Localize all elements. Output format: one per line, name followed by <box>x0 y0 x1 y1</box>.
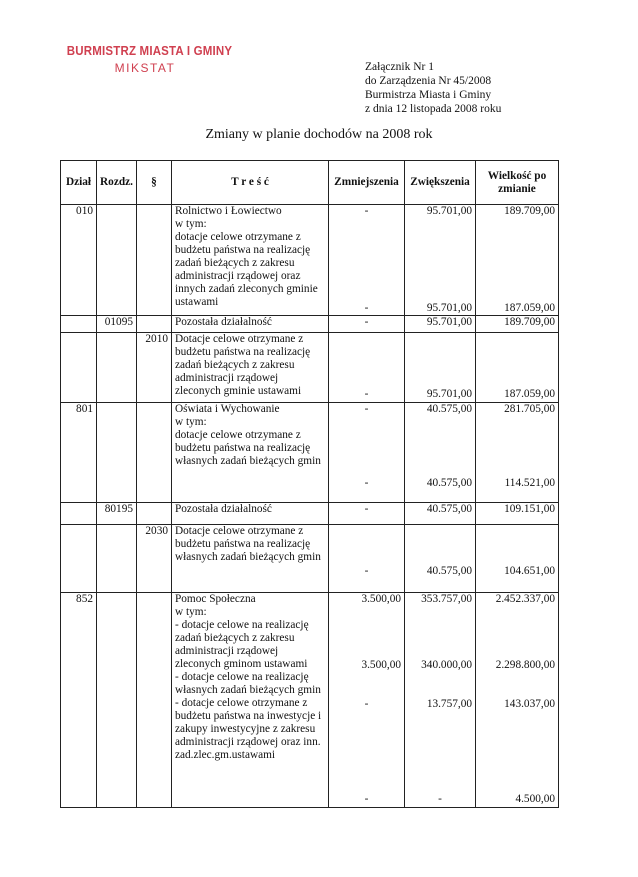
amount: - <box>364 477 369 489</box>
col-tresc: T r e ś ć <box>172 161 329 205</box>
rozdz-code: 80195 <box>97 503 137 525</box>
col-zwiekszenia: Zwiększenia <box>405 161 476 205</box>
amount: - <box>364 698 369 710</box>
amount: 281.705,00 <box>504 403 555 415</box>
dzial-code: 852 <box>61 593 97 808</box>
col-paragraf: § <box>137 161 172 205</box>
table-row <box>61 205 559 316</box>
official-stamp <box>60 44 233 75</box>
header-line: Burmistrza Miasta i Gminy <box>365 89 492 101</box>
amount: 189.709,00 <box>476 316 559 333</box>
col-wielkosc-po-zmianie: Wielkość po zmianie <box>476 161 559 205</box>
amount: - <box>364 205 369 217</box>
attachment-header <box>365 60 501 116</box>
row-description: Pomoc Społeczna w tym: - dotacje celowe na realizację zadań bieżących z zakresu administracji rządowej zleconych gminom ustawami <box>175 593 309 670</box>
amount: 189.709,00 <box>504 205 555 217</box>
dzial-code: 801 <box>61 403 97 503</box>
row-description: Pozostała działalność <box>172 503 329 525</box>
paragraf-code: 2010 <box>137 333 172 403</box>
row-description: Rolnictwo i Łowiectwo w tym: dotacje celowe otrzymane z budżetu państwa na realizację zadań bieżących z zakresu administracji rządowej oraz innych zadań zleconych gminie ustawami <box>172 205 329 316</box>
amount: 13.757,00 <box>426 698 472 710</box>
amount: 3.500,00 <box>361 593 401 605</box>
table-row <box>61 316 559 333</box>
amount: - <box>364 302 369 314</box>
row-description: - dotacje celowe otrzymane z budżetu państwa na inwestycje i zakupy inwestycyjne z zakresu administracji rządowej oraz inn. zad.zlec.gm.ustawami <box>175 697 322 761</box>
stamp-line-2: MIKSTAT <box>114 61 176 75</box>
amount: 104.651,00 <box>504 565 555 577</box>
amount: 109.151,00 <box>476 503 559 525</box>
table-row <box>61 593 559 808</box>
amount: - <box>364 793 369 805</box>
amount: 95.701,00 <box>426 302 472 314</box>
amount: 2.452.337,00 <box>495 593 555 605</box>
amount: 95.701,00 <box>426 205 472 217</box>
amount: - <box>364 565 369 577</box>
amount: 187.059,00 <box>504 302 555 314</box>
table-row <box>61 525 559 593</box>
rozdz-code: 01095 <box>97 316 137 333</box>
table-header-row <box>61 161 559 205</box>
amount: 4.500,00 <box>515 793 555 805</box>
amount: 2.298.800,00 <box>495 659 555 671</box>
amount: 340.000,00 <box>421 659 472 671</box>
header-line: Załącznik Nr 1 <box>365 61 434 73</box>
amount: 40.575,00 <box>426 477 472 489</box>
amount: - <box>364 403 369 415</box>
table-row <box>61 503 559 525</box>
table-row <box>61 403 559 503</box>
row-description: Dotacje celowe otrzymane z budżetu państwa na realizację zadań bieżących z zakresu administracji rządowej zleconych gminie ustawami <box>172 333 329 403</box>
header-line: z dnia 12 listopada 2008 roku <box>365 103 502 115</box>
amount: - <box>329 316 405 333</box>
table-row <box>61 333 559 403</box>
stamp-line-1: BURMISTRZ MIASTA I GMINY <box>66 44 233 58</box>
amount: 40.575,00 <box>426 403 472 415</box>
amount: 143.037,00 <box>504 698 555 710</box>
row-description: Pozostała działalność <box>172 316 329 333</box>
col-zmniejszenia: Zmniejszenia <box>329 161 405 205</box>
amount: - <box>438 793 442 805</box>
dzial-code: 010 <box>61 205 97 316</box>
amount: 353.757,00 <box>421 593 472 605</box>
amount: - <box>329 503 405 525</box>
header-line: do Zarządzenia Nr 45/2008 <box>365 75 492 87</box>
col-dzial: Dział <box>61 161 97 205</box>
amount: 95.701,00 <box>405 333 476 403</box>
income-changes-table <box>60 160 559 808</box>
amount: 187.059,00 <box>476 333 559 403</box>
amount: 3.500,00 <box>361 659 401 671</box>
row-description: Dotacje celowe otrzymane z budżetu państwa na realizację własnych zadań bieżących gmin <box>175 525 321 563</box>
amount: 40.575,00 <box>405 503 476 525</box>
amount: 114.521,00 <box>504 477 555 489</box>
amount: - <box>329 333 405 403</box>
row-description: Oświata i Wychowanie w tym: dotacje celowe otrzymane z budżetu państwa na realizację własnych zadań bieżących gmin <box>172 403 329 503</box>
row-description: - dotacje celowe na realizację własnych zadań bieżących gmin <box>175 671 321 696</box>
amount: 95.701,00 <box>405 316 476 333</box>
paragraf-code: 2030 <box>137 525 172 593</box>
col-rozdz: Rozdz. <box>97 161 137 205</box>
document-title: Zmiany w planie dochodów na 2008 rok <box>205 127 433 142</box>
amount: 40.575,00 <box>426 565 472 577</box>
